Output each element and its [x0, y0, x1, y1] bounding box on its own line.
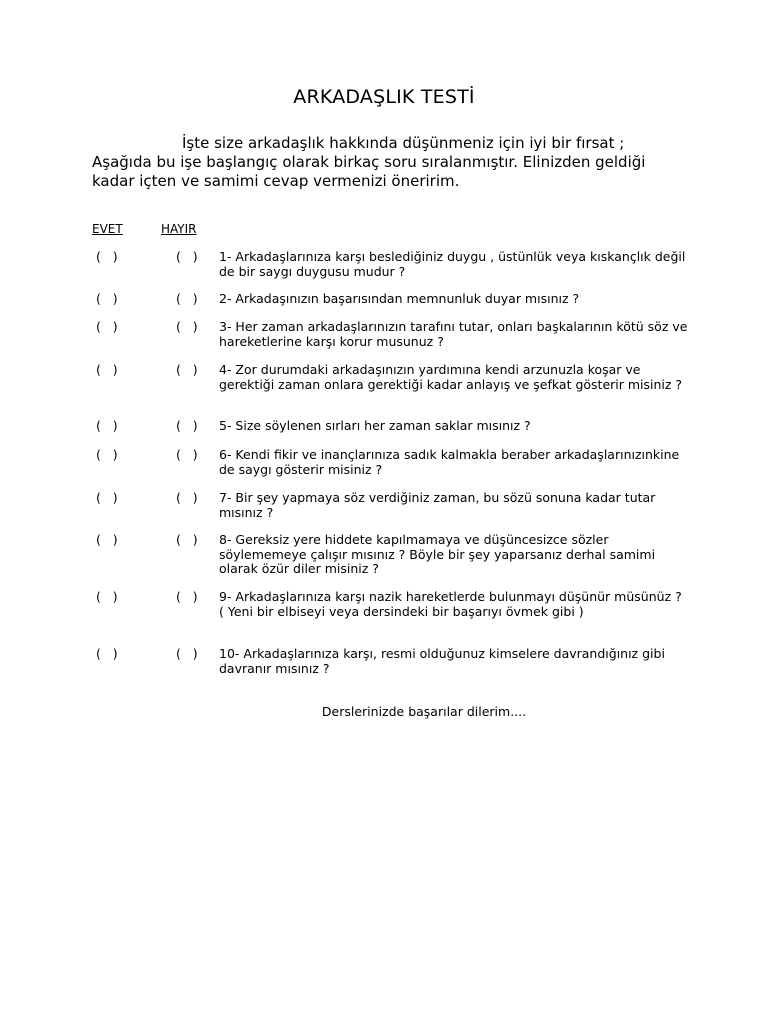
yes-checkbox[interactable]: ( ) — [96, 249, 118, 264]
intro-paragraph — [92, 134, 692, 191]
intro-line-1: İşte size arkadaşlık hakkında düşünmeniz için iyi bir fırsat ; — [182, 134, 625, 152]
column-header-no: HAYIR — [161, 222, 197, 236]
no-checkbox[interactable]: ( ) — [176, 447, 198, 462]
yes-checkbox[interactable]: ( ) — [96, 291, 118, 306]
closing-message: Derslerinizde başarılar dilerim.... — [321, 704, 527, 719]
no-checkbox[interactable]: ( ) — [176, 291, 198, 306]
question-text: 6- Kendi fikir ve inançlarınıza sadık kalmakla beraber arkadaşlarınızınkine de saygı gösterir misiniz ? — [219, 447, 680, 477]
yes-checkbox[interactable]: ( ) — [96, 447, 118, 462]
no-checkbox[interactable]: ( ) — [176, 646, 198, 661]
page-title: ARKADAŞLIK TESTİ — [293, 86, 475, 108]
yes-checkbox[interactable]: ( ) — [96, 532, 118, 547]
no-checkbox[interactable]: ( ) — [176, 490, 198, 505]
question-text: 5- Size söylenen sırları her zaman saklar mısınız ? — [219, 418, 531, 433]
column-header-yes: EVET — [92, 222, 123, 236]
yes-checkbox[interactable]: ( ) — [96, 646, 118, 661]
question-text: 7- Bir şey yapmaya söz verdiğiniz zaman, bu sözü sonuna kadar tutar mısınız ? — [219, 490, 656, 520]
no-checkbox[interactable]: ( ) — [176, 249, 198, 264]
question-text: 8- Gereksiz yere hiddete kapılmamaya ve düşüncesizce sözler söylememeye çalışır mısınız ? Böyle bir şey yaparsanız derhal samimi olarak özür diler misiniz ? — [219, 532, 656, 576]
no-checkbox[interactable]: ( ) — [176, 362, 198, 377]
yes-checkbox[interactable]: ( ) — [96, 362, 118, 377]
no-checkbox[interactable]: ( ) — [176, 532, 198, 547]
no-checkbox[interactable]: ( ) — [176, 319, 198, 334]
no-checkbox[interactable]: ( ) — [176, 418, 198, 433]
question-text: 3- Her zaman arkadaşlarınızın tarafını tutar, onları başkalarının kötü söz ve hareketlerine karşı korur musunuz ? — [219, 319, 688, 349]
question-text: 1- Arkadaşlarınıza karşı beslediğiniz duygu , üstünlük veya kıskançlık değil de bir saygı duygusu mudur ? — [219, 249, 686, 279]
question-text: 4- Zor durumdaki arkadaşınızın yardımına kendi arzunuzla koşar ve gerektiği zaman onlara gerektiği kadar anlayış ve şefkat gösterir misiniz ? — [219, 362, 683, 392]
question-text: 9- Arkadaşlarınıza karşı nazik hareketlerde bulunmayı düşünür müsünüz ? ( Yeni bir elbiseyi veya dersindeki bir başarıyı övmek gibi ) — [219, 589, 706, 619]
question-text: 10- Arkadaşlarınıza karşı, resmi olduğunuz kimselere davrandığınız gibi davranır mısınız ? — [219, 646, 665, 676]
intro-line-3: kadar içten ve samimi cevap vermenizi öneririm. — [92, 172, 460, 190]
yes-checkbox[interactable]: ( ) — [96, 589, 118, 604]
yes-checkbox[interactable]: ( ) — [96, 418, 118, 433]
intro-line-2: Aşağıda bu işe başlangıç olarak birkaç soru sıralanmıştır. Elinizden geldiği — [92, 153, 646, 171]
no-checkbox[interactable]: ( ) — [176, 589, 198, 604]
yes-checkbox[interactable]: ( ) — [96, 319, 118, 334]
question-text: 2- Arkadaşınızın başarısından memnunluk duyar mısınız ? — [219, 291, 580, 306]
yes-checkbox[interactable]: ( ) — [96, 490, 118, 505]
